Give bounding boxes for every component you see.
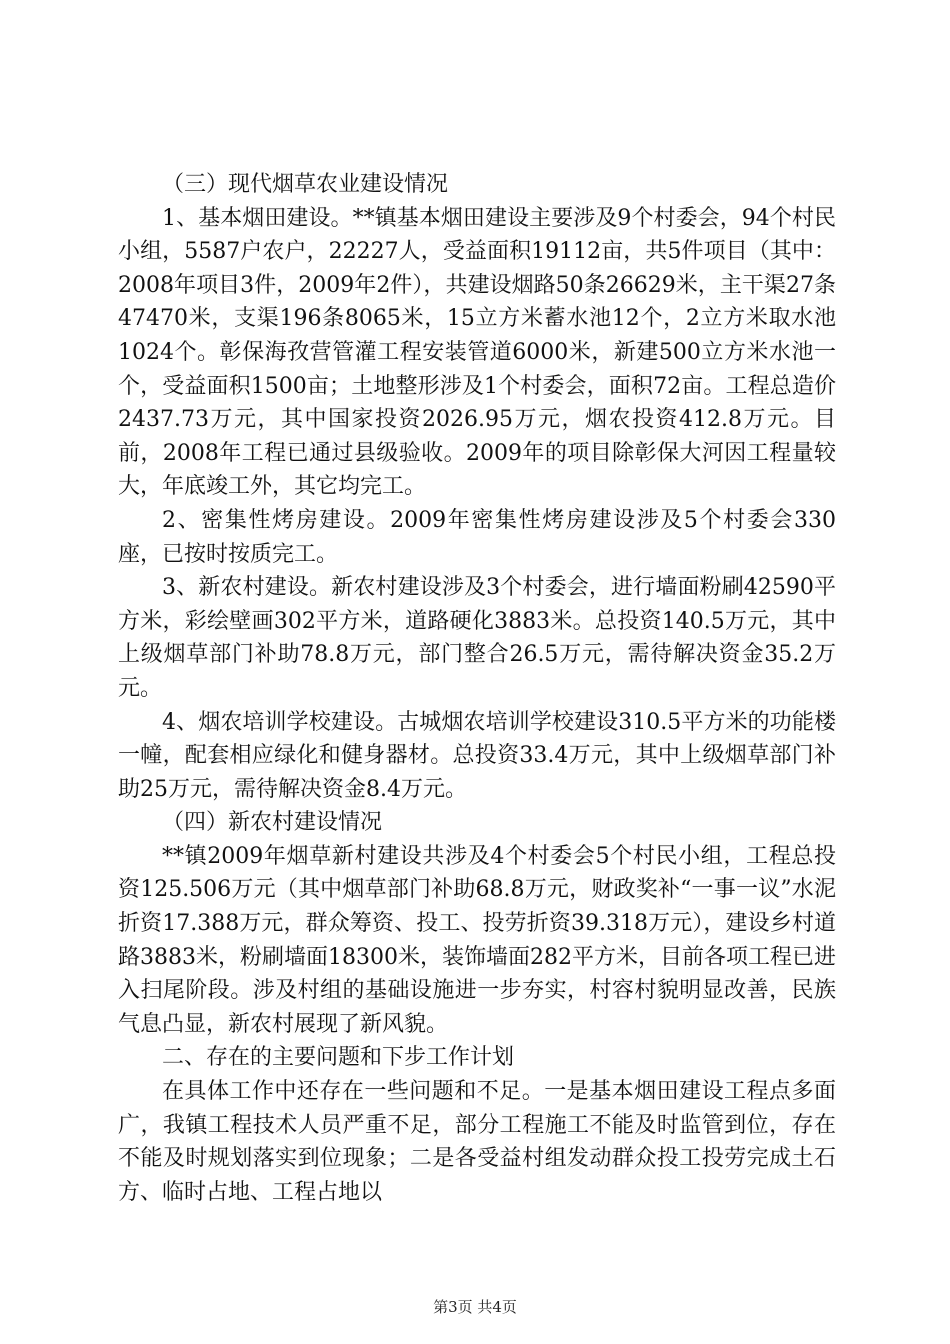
paragraph-curing-barns: 2、密集性烤房建设。2009年密集性烤房建设涉及5个村委会330座，已按时按质完工。 <box>118 507 836 567</box>
document-body <box>118 168 836 1209</box>
section-heading-problems: 二、存在的主要问题和下步工作计划 <box>162 1045 515 1071</box>
paragraph-village-construction: **镇2009年烟草新村建设共涉及4个村委会5个村民小组，工程总投资125.506万元（其中烟草部门补助68.8万元，财政奖补“一事一议”水泥折资17.388万元，群众筹资、投工、投劳折资39.318万元），建设乡村道路3883米，粉刷墙面18300米，装饰墙面282平方米，目前各项工程已进入扫尾阶段。涉及村组的基础设施进一步夯实，村容村貌明显改善，民族气息凸显，新农村展现了新风貌。 <box>118 843 836 1037</box>
section-heading-4: （四）新农村建设情况 <box>162 810 383 836</box>
paragraph-training-school: 4、烟农培训学校建设。古城烟农培训学校建设310.5平方米的功能楼一幢，配套相应绿化和健身器材。总投资33.4万元，其中上级烟草部门补助25万元，需待解决资金8.4万元。 <box>118 709 836 802</box>
paragraph-problems: 在具体工作中还存在一些问题和不足。一是基本烟田建设工程点多面广，我镇工程技术人员严重不足，部分工程施工不能及时监管到位，存在不能及时规划落实到位现象；二是各受益村组发动群众投工投劳完成土石方、临时占地、工程占地以 <box>118 1079 836 1205</box>
page-footer: 第3页 共4页 <box>433 1298 517 1316</box>
section-heading-3: （三）现代烟草农业建设情况 <box>162 172 449 197</box>
paragraph-basic-farmland: 1、基本烟田建设。**镇基本烟田建设主要涉及9个村委会，94个村民小组，5587户农户，22227人，受益面积19112亩，共5件项目（其中：2008年项目3件，2009年2件），共建设烟路50条26629米，主干渠27条47470米，支渠196条8065米，15立方米蓄水池12个，2立方米取水池1024个。彰保海孜营管灌工程安装管道6000米，新建500立方米水池一个，受益面积1500亩；土地整形涉及1个村委会，面积72亩。工程总造价2437.73万元，其中国家投资2026.95万元，烟农投资412.8万元。目前，2008年工程已通过县级验收。2009年的项目除彰保大河因工程量较大，年底竣工外，其它均完工。 <box>118 205 836 500</box>
paragraph-new-village: 3、新农村建设。新农村建设涉及3个村委会，进行墙面粉刷42590平方米，彩绘壁画302平方米，道路硬化3883米。总投资140.5万元，其中上级烟草部门补助78.8万元，部门整合26.5万元，需待解决资金35.2万元。 <box>118 575 836 701</box>
